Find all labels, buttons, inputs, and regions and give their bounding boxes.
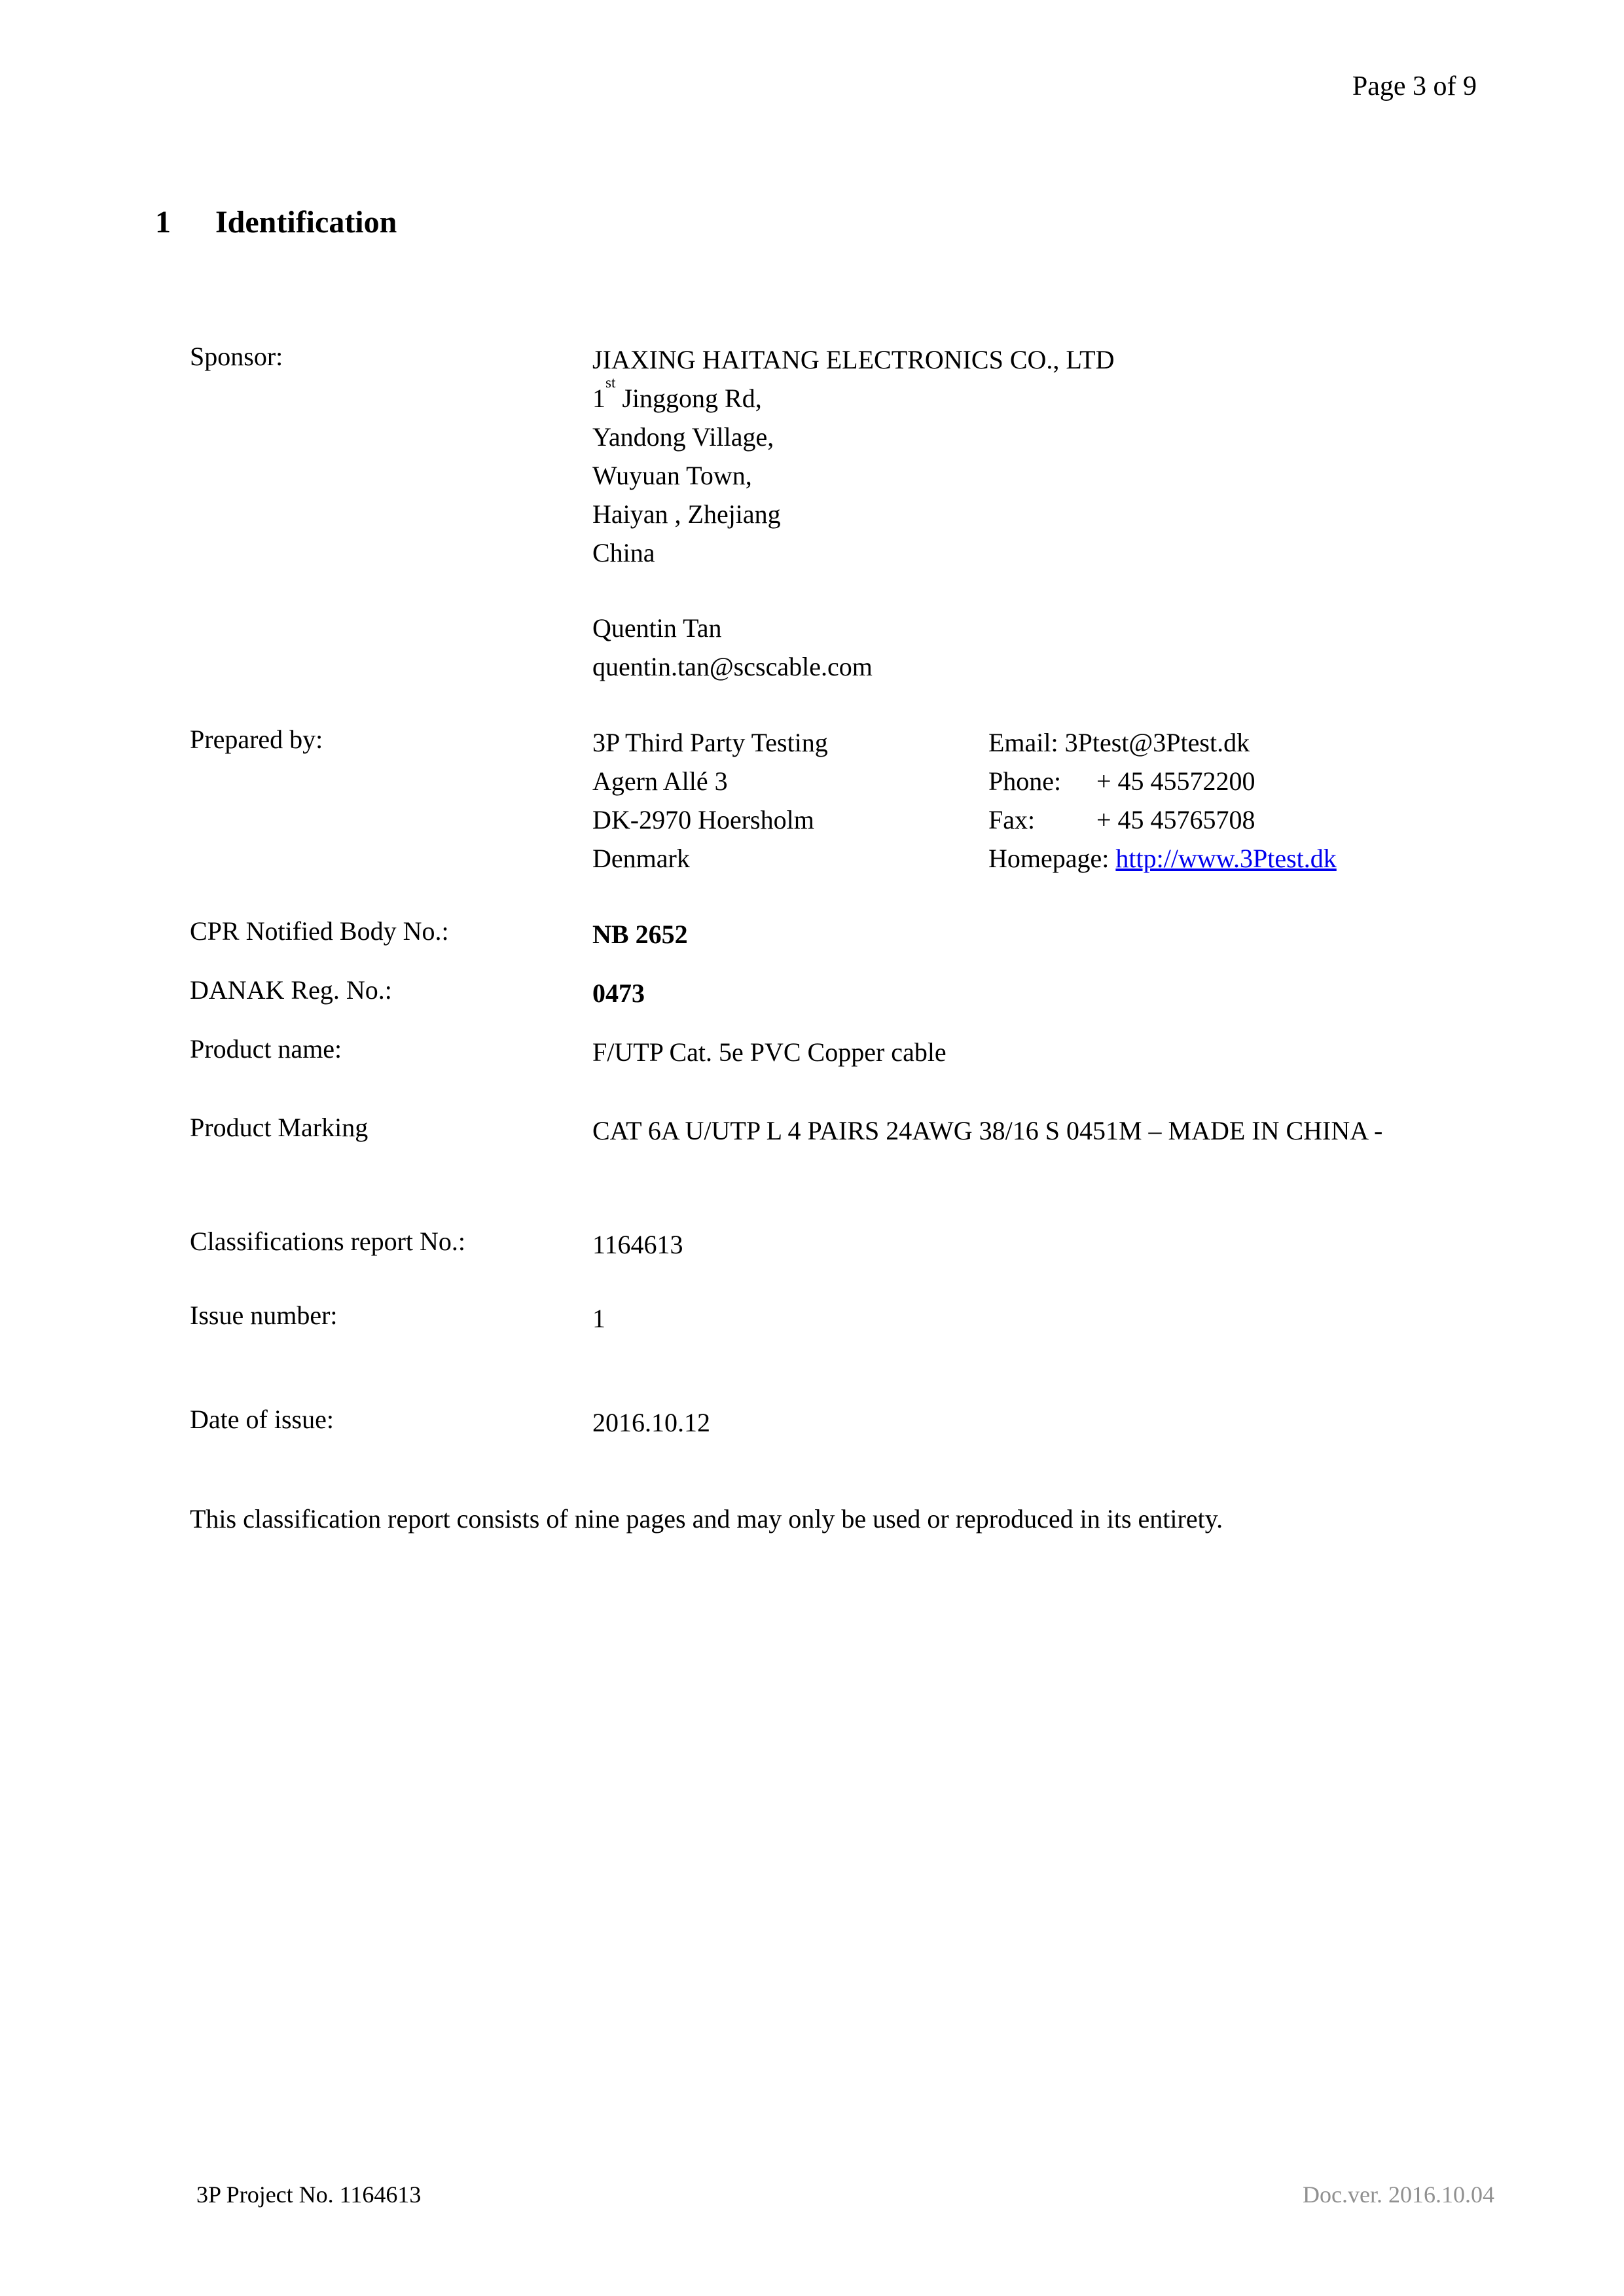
prepared-by-company: 3P Third Party Testing — [592, 728, 828, 757]
danak-reg-value: 0473 — [592, 978, 645, 1008]
prepared-by-address-line: Denmark — [592, 844, 690, 873]
homepage-link[interactable]: http://www.3Ptest.dk — [1115, 844, 1337, 873]
sponsor-street-number: 1 — [592, 384, 605, 413]
fax-value: + 45 45765708 — [1096, 805, 1255, 834]
footer-project-number: 3P Project No. 1164613 — [196, 2181, 422, 2208]
section-number: 1 — [155, 205, 171, 240]
product-name-value: F/UTP Cat. 5e PVC Copper cable — [592, 1037, 947, 1067]
page-number: Page 3 of 9 — [1352, 71, 1477, 101]
email-label: Email: — [988, 728, 1058, 757]
sponsor-street-rest: Jinggong Rd, — [615, 384, 762, 413]
product-name-label: Product name: — [190, 1034, 342, 1064]
cpr-notified-body-label: CPR Notified Body No.: — [190, 916, 449, 946]
footer-doc-version: Doc.ver. 2016.10.04 — [1303, 2181, 1494, 2208]
classifications-report-value: 1164613 — [592, 1230, 683, 1259]
section-title: Identification — [215, 205, 397, 240]
entirety-note: This classification report consists of nine pages and may only be used or reproduced in its entirety. — [190, 1504, 1223, 1534]
prepared-by-fax-line — [988, 800, 1337, 839]
cpr-notified-body-value: NB 2652 — [592, 920, 688, 949]
sponsor-street-ordinal: st — [605, 374, 616, 391]
product-marking-label: Product Marking — [190, 1113, 369, 1142]
date-of-issue-value: 2016.10.12 — [592, 1408, 710, 1437]
section-heading — [155, 204, 397, 240]
email-value: 3Ptest@3Ptest.dk — [1064, 728, 1250, 757]
sponsor-contact-block — [592, 609, 873, 686]
prepared-by-address-line: DK-2970 Hoersholm — [592, 805, 814, 834]
prepared-by-address-line: Agern Allé 3 — [592, 766, 728, 796]
homepage-label: Homepage: — [988, 844, 1110, 873]
prepared-by-address-block — [592, 723, 828, 878]
prepared-by-contact-block — [988, 723, 1337, 878]
classifications-report-label: Classifications report No.: — [190, 1227, 466, 1256]
sponsor-address-line: Wuyuan Town, — [592, 461, 752, 490]
prepared-by-phone-line — [988, 762, 1337, 800]
sponsor-company: JIAXING HAITANG ELECTRONICS CO., LTD — [592, 345, 1115, 374]
prepared-by-homepage-line — [988, 839, 1337, 878]
sponsor-contact-email: quentin.tan@scscable.com — [592, 652, 873, 681]
sponsor-label: Sponsor: — [190, 342, 283, 371]
prepared-by-label: Prepared by: — [190, 725, 323, 754]
sponsor-address-line: Haiyan , Zhejiang — [592, 499, 781, 529]
sponsor-address-line: China — [592, 538, 655, 567]
danak-reg-label: DANAK Reg. No.: — [190, 975, 392, 1005]
sponsor-street-line — [592, 374, 1115, 418]
issue-number-label: Issue number: — [190, 1300, 338, 1330]
sponsor-address-block — [592, 340, 1115, 572]
sponsor-address-line: Yandong Village, — [592, 422, 774, 452]
sponsor-contact-name: Quentin Tan — [592, 613, 722, 643]
fax-label: Fax: — [988, 805, 1036, 834]
date-of-issue-label: Date of issue: — [190, 1405, 334, 1434]
product-marking-value: CAT 6A U/UTP L 4 PAIRS 24AWG 38/16 S 0451M – MADE IN CHINA - — [592, 1116, 1383, 1145]
issue-number-value: 1 — [592, 1304, 605, 1333]
prepared-by-email-line — [988, 723, 1337, 762]
phone-label: Phone: — [988, 766, 1062, 796]
phone-value: + 45 45572200 — [1096, 766, 1255, 796]
